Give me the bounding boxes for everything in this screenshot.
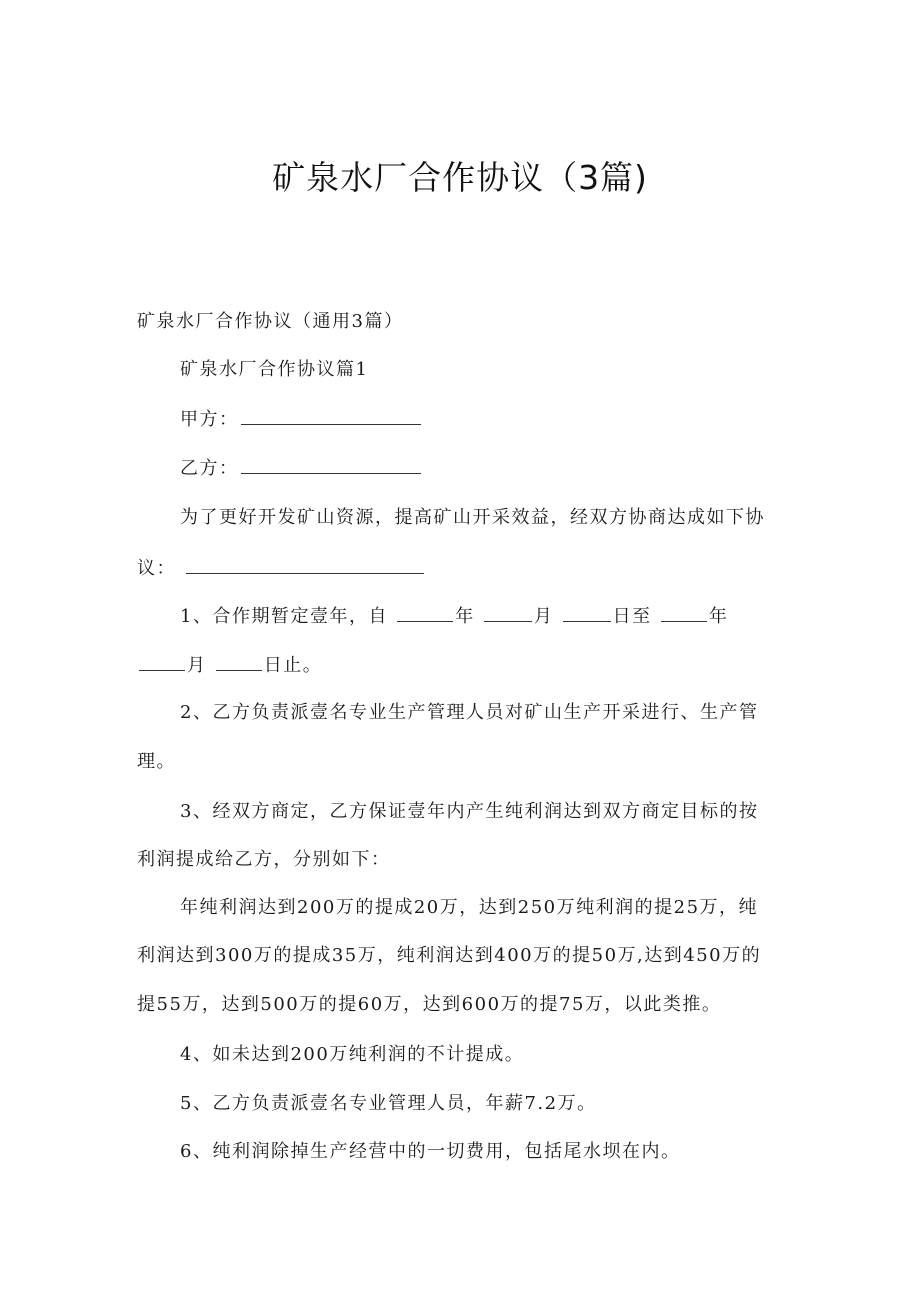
intro-label: 议：: [137, 558, 176, 579]
section-heading: 矿泉水厂合作协议篇1: [180, 359, 369, 380]
item1-year2-blank: [661, 603, 707, 622]
document-subtitle: 矿泉水厂合作协议（通用3篇）: [137, 311, 404, 332]
item1-month-blank: [484, 603, 532, 622]
item1-day2-blank: [216, 652, 262, 671]
item1-month-label: 月: [533, 606, 554, 627]
item1-month2-blank: [139, 652, 185, 671]
item1-day-to-label: 日至: [612, 606, 652, 627]
party-b-line: [180, 455, 423, 481]
item2-line-2: 理。: [137, 751, 176, 772]
item5-line: 5、乙方负责派壹名专业管理人员，年薪7.2万。: [180, 1093, 597, 1114]
item1-line-2: [137, 652, 322, 678]
intro-blank: [186, 555, 424, 574]
item1-text: 1、合作期暂定壹年，自: [180, 606, 388, 627]
intro-line-1: 为了更好开发矿山资源，提高矿山开采效益，经双方协商达成如下协: [180, 507, 765, 528]
item4-line: 4、如未达到200万纯利润的不计提成。: [180, 1044, 525, 1065]
item2-line-1: 2、乙方负责派壹名专业生产管理人员对矿山生产开采进行、生产管: [180, 702, 759, 723]
item3-line-2: 利润提成给乙方，分别如下：: [137, 849, 391, 870]
item1-year-blank: [397, 603, 453, 622]
item3-line-4: 利润达到300万的提成35万，纯利润达到400万的提50万,达到450万的: [137, 945, 762, 966]
item1-day-end-label: 日止。: [263, 655, 323, 676]
party-a-line: [180, 406, 423, 432]
item6-line: 6、纯利润除掉生产经营中的一切费用，包括尾水坝在内。: [180, 1141, 681, 1162]
item1-line-1: [180, 603, 728, 629]
intro-line-2: [137, 555, 426, 581]
item1-month2-label: 月: [187, 655, 207, 676]
document-title: 矿泉水厂合作协议（3篇): [272, 158, 648, 197]
item3-line-3: 年纯利润达到200万的提成20万，达到250万纯利润的提25万，纯: [180, 897, 759, 918]
party-b-label: 乙方：: [180, 458, 239, 479]
item1-day-blank: [563, 603, 611, 622]
item3-line-5: 提55万，达到500万的提60万，达到600万的提75万，以此类推。: [137, 994, 722, 1015]
party-a-blank: [241, 406, 421, 425]
party-a-label: 甲方：: [180, 409, 239, 430]
item3-line-1: 3、经双方商定，乙方保证壹年内产生纯利润达到双方商定目标的按: [180, 801, 759, 822]
item1-year-label: 年: [455, 606, 475, 627]
party-b-blank: [241, 455, 421, 474]
item1-year2-label: 年: [708, 606, 729, 627]
